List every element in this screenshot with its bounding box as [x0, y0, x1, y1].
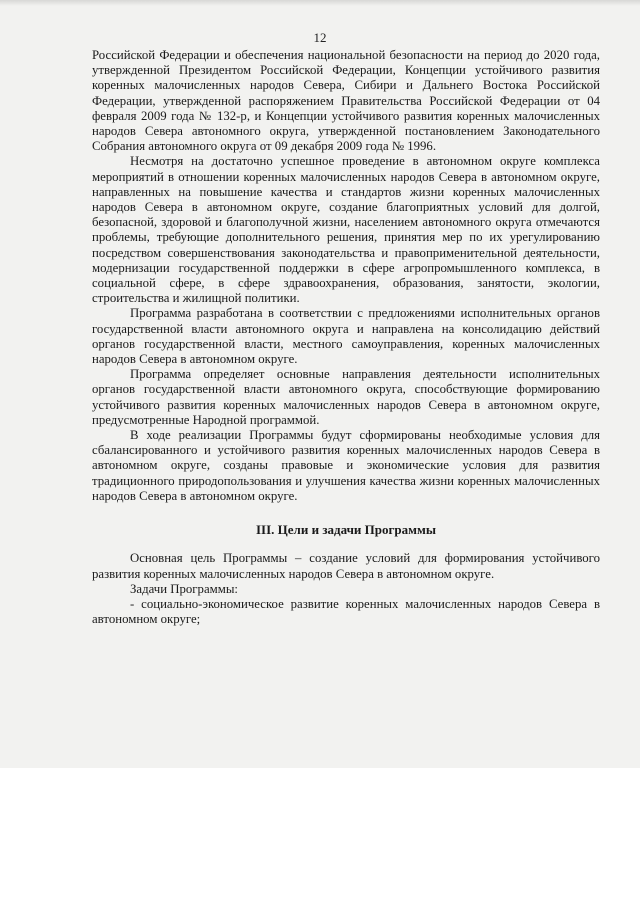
blank-area	[0, 768, 640, 905]
paragraph-problems: Несмотря на достаточно успешное проведение в автономном округе комплекса мероприятий в отношении коренных малочисленных народов Севера в автономном округе, направленных на повышение качества и стандартов жизни коренных малочисленных народов Севера в автономном округе, создание благоприятных условий для долгой, безопасной, здоровой и благополучной жизни, населением автономного округа отмечаются проблемы, требующие дополнительного решения, принятия мер по их урегулированию посредством совершенствования законодательства и правоприменительной деятельности, модернизации государственной поддержки в сфере агропромышленного комплекса, в социальной сфере, в сфере здравоохранения, образования, занятости, экологии, строительства и жилищной политики.	[92, 154, 600, 306]
page-number: 12	[313, 30, 327, 45]
paragraph-goal: Основная цель Программы – создание условий для формирования устойчивого развития коренных малочисленных народов Севера в автономном округе.	[92, 551, 600, 581]
paragraph-continued: Российской Федерации и обеспечения национальной безопасности на период до 2020 года, утвержденной Президентом Российской Федерации, Концепции устойчивого развития коренных малочисленных народов Севера, Сибири и Дальнего Востока Российской Федерации, утвержденной распоряжением Правительства Российской Федерации от 04 февраля 2009 года № 132-р, и Концепции устойчивого развития коренных малочисленных народов Севера автономного округа, утвержденной постановлением Законодательного Собрания автономного округа от 09 декабря 2009 года № 1996.	[92, 48, 600, 154]
tasks-label: Задачи Программы:	[130, 581, 238, 596]
paragraph-directions: Программа определяет основные направления деятельности исполнительных органов государственной власти автономного округа, способствующие формированию устойчивого развития коренных малочисленных народов Севера в автономном округе, предусмотренные Народной программой.	[92, 367, 600, 427]
scan-edge	[0, 0, 640, 6]
document-body	[92, 48, 600, 627]
section-heading: III. Цели и задачи Программы	[255, 522, 437, 538]
paragraph-conditions: В ходе реализации Программы будут сформированы необходимые условия для сбалансированного и устойчивого развития коренных малочисленных народов Севера в автономном округе, созданы правовые и экономические условия для развития традиционного природопользования и улучшения качества жизни коренных малочисленных народов Севера в автономном округе.	[92, 428, 600, 503]
paragraph-developed: Программа разработана в соответствии с предложениями исполнительных органов государственной власти автономного округа и направлена на консолидацию действий органов государственной власти, местного самоуправления, коренных малочисленных народов Севера в автономном округе.	[92, 306, 600, 367]
task-item: - социально-экономическое развитие коренных малочисленных народов Севера в автономном округе;	[92, 596, 600, 627]
